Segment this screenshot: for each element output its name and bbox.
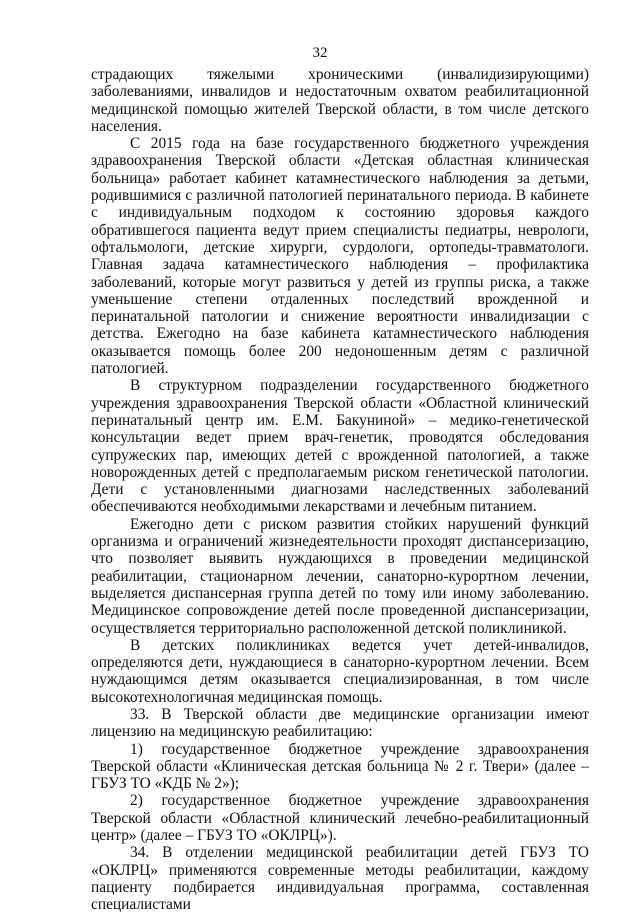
document-body — [91, 66, 589, 914]
paragraph-list-item-2: 2) государственное бюджетное учреждение здравоохранения Тверской области «Областной клинический лечебно-реабилитационный центр» (далее – ГБУЗ ТО «ОКЛРЦ»). — [91, 792, 589, 845]
paragraph-genetic-consultation: В структурном подразделении государственного бюджетного учреждения здравоохранения Тверской области «Областной клинический перинатальный центр им. Е.М. Бакуниной» – медико-генетической консультации ведет прием врач-генетик, проводятся обследования супружеских пар, имеющих детей с врожденной патологией, а также новорожденных детей с предполагаемым риском генетической патологии. Дети с установленными диагнозами наследственных заболеваний обеспечиваются необходимыми лекарствами и лечебным питанием. — [91, 377, 589, 516]
page-number: 32 — [312, 45, 328, 61]
paragraph-catamnesis-office: С 2015 года на базе государственного бюджетного учреждения здравоохранения Тверской области «Детская областная клиническая больница» работает кабинет катамнестического наблюдения за детьми, родившимися с различной патологией перинатального периода. В кабинете с индивидуальным подходом к состоянию здоровья каждого обратившегося пациента ведут прием специалисты педиатры, неврологи, офтальмологи, детские хирурги, сурдологи, ортопеды-травматологи. Главная задача катамнестического наблюдения – профилактика заболеваний, которые могут развиться у детей из группы риска, а также уменьшение степени отдаленных последствий врожденной и перинатальной патологии и снижение вероятности инвалидизации с детства. Ежегодно на базе кабинета катамнестического наблюдения оказывается помощь более 200 недоношенным детям с различной патологией. — [91, 135, 589, 378]
paragraph-continuation: страдающих тяжелыми хроническими (инвалидизирующими) заболеваниями, инвалидов и недостаточным охватом реабилитационной медицинской помощью жителей Тверской области, в том числе детского населения. — [91, 66, 589, 135]
paragraph-dispensary: Ежегодно дети с риском развития стойких нарушений функций организма и ограничений жизнедеятельности проходят диспансеризацию, что позволяет выявить нуждающихся в проведении медицинской реабилитации, стационарном лечении, санаторно-курортном лечении, выделяется диспансерная группа детей по тому или иному заболеванию. Медицинское сопровождение детей после проведенной диспансеризации, осуществляется территориально расположенной детской поликлиникой. — [91, 515, 589, 637]
paragraph-item-33: 33. В Тверской области две медицинские организации имеют лицензию на медицинскую реабилитацию: — [91, 705, 589, 741]
paragraph-item-34: 34. В отделении медицинской реабилитации детей ГБУЗ ТО «ОКЛРЦ» применяются современные методы реабилитации, каждому пациенту подбирается индивидуальная программа, составленная специалистами — [91, 844, 589, 914]
paragraph-list-item-1: 1) государственное бюджетное учреждение здравоохранения Тверской области «Клиническая детская больница № 2 г. Твери» (далее – ГБУЗ ТО «КДБ № 2»); — [91, 740, 589, 793]
paragraph-polyclinics: В детских поликлиниках ведется учет детей-инвалидов, определяются дети, нуждающиеся в санаторно-курортном лечении. Всем нуждающимся детям оказывается специализированная, в том числе высокотехнологичная медицинская помощь. — [91, 636, 589, 706]
